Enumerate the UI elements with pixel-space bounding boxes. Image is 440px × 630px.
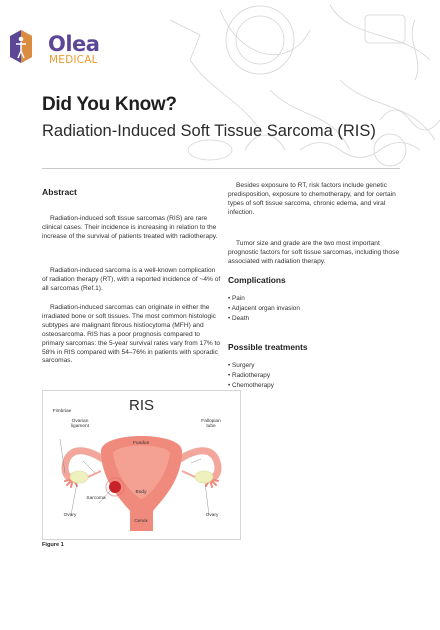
right-ovary	[195, 471, 213, 483]
left-ovarian-ligament	[88, 471, 101, 477]
abstract-paragraph-2: Radiation-induced sarcoma is a well-known complication of radiation therapy (RT), with a reported incidence of ~4% of all sarcomas (Ref.1).	[42, 267, 221, 292]
label-body: Body	[135, 490, 147, 495]
figure-title: RIS	[128, 397, 154, 414]
logo-subtitle: MEDICAL	[49, 54, 98, 66]
logo-figure-icon	[10, 30, 32, 63]
list-item: • Pain	[228, 294, 300, 304]
title-divider	[42, 168, 400, 169]
complications-heading: Complications	[228, 275, 286, 285]
figure-caption: Figure 1	[42, 542, 64, 548]
label-fundus: Fundus	[133, 441, 149, 446]
label-cervix: Cervix	[134, 519, 148, 524]
label-ovary-right: Ovary	[205, 513, 219, 518]
background-sketch-art	[150, 0, 440, 190]
treatments-heading: Possible treatments	[228, 342, 308, 352]
list-item: • Chemotherapy	[228, 381, 274, 391]
label-ovarian-ligament: Ovarian ligament	[70, 419, 90, 430]
label-fimbriae: Fimbriae	[52, 409, 72, 414]
list-item: • Adjacent organ invasion	[228, 304, 300, 314]
label-sarcoma: Sarcoma	[86, 496, 106, 501]
document-title: Radiation-Induced Soft Tissue Sarcoma (RIS)	[42, 122, 376, 140]
list-item: • Surgery	[228, 361, 274, 371]
figure-ris-diagram	[42, 390, 241, 540]
list-item: • Radiotherapy	[228, 371, 274, 381]
abstract-paragraph-3: Radiation-induced sarcomas can originate in either the irradiated bone or soft tissues. The most common histologic subtypes are malignant fibrous histiocytoma (MFH) and osteosarcoma. RIS has a poor prognosis compared to primary sarcomas: the 5-year survival rates vary from 17% to 58% in RIS compared with 54–76% in patients with sporadic sarcomas.	[42, 304, 221, 365]
right-ovarian-ligament	[182, 471, 195, 477]
label-ovary-left: Ovary	[63, 513, 77, 518]
brand-logo	[10, 30, 130, 70]
kicker-heading: Did You Know?	[42, 94, 177, 115]
abstract-paragraph-1: Radiation-induced soft tissue sarcomas (RIS) are rare clinical cases. Their incidence is increasing in relation to the increase of the survival of patients treated with radiotherapy.	[42, 215, 218, 240]
label-fallopian-tube: Fallopian tube	[201, 419, 221, 430]
left-ovary	[70, 471, 88, 483]
abstract-heading: Abstract	[42, 187, 77, 197]
treatments-list	[228, 361, 274, 392]
logo-wordmark: Olea	[48, 32, 100, 56]
risk-factors-paragraph: Besides exposure to RT, risk factors include genetic predisposition, exposure to chemotherapy, and for certain types of soft tissue sarcoma, chronic edema, and viral infection.	[228, 182, 396, 216]
complications-list	[228, 294, 300, 325]
prognosis-paragraph: Tumor size and grade are the two most important prognostic factors for soft tissue sarcomas, including those associated with radiation therapy.	[228, 240, 400, 265]
list-item: • Death	[228, 314, 300, 324]
